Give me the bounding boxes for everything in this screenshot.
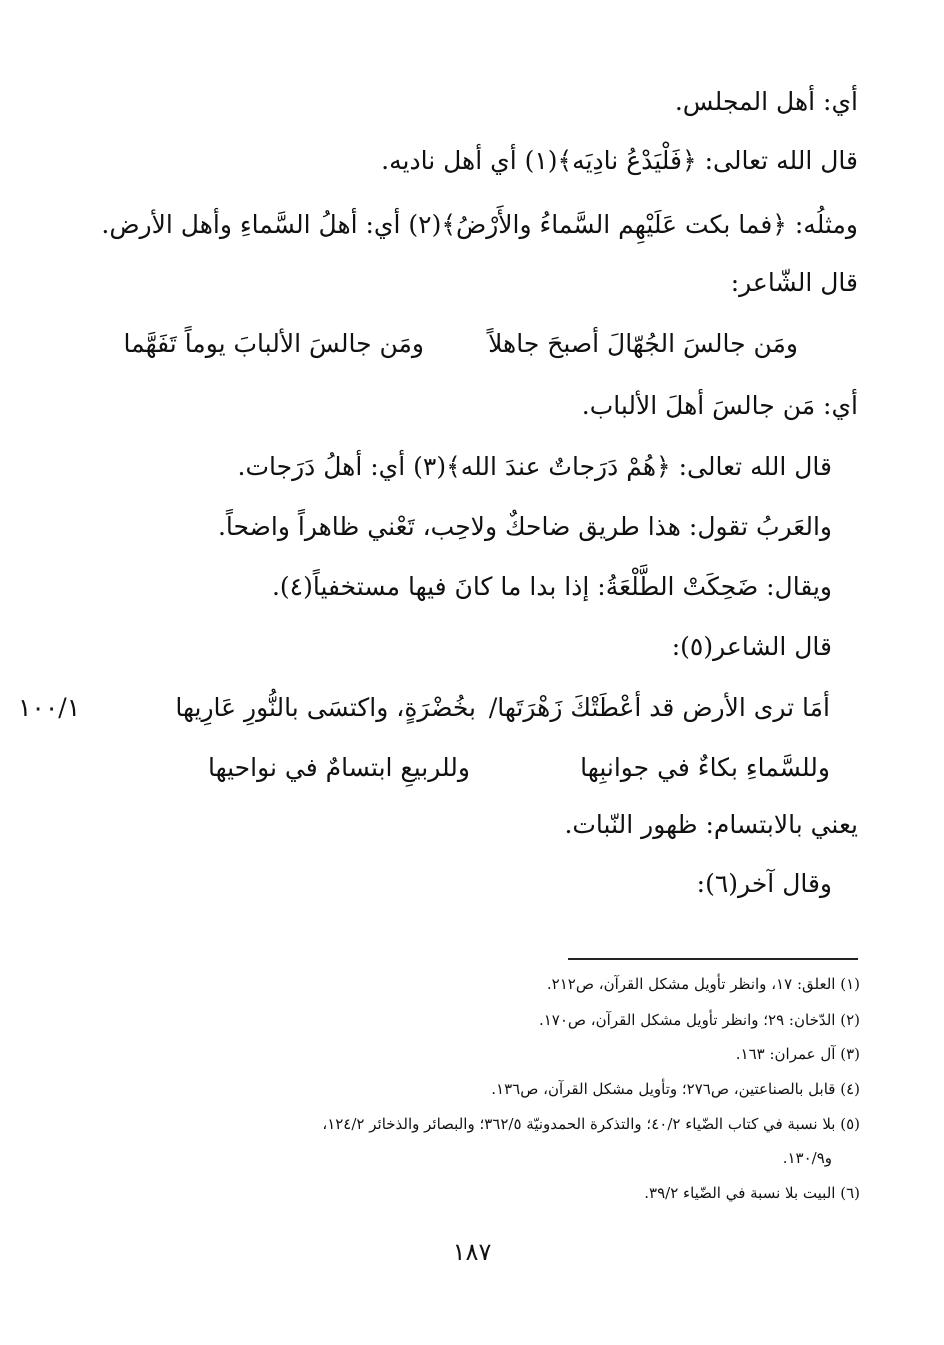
- footnote: (١) العلق: ١٧، وانظر تأويل مشكل القرآن، ص٢١٢.: [546, 975, 860, 993]
- text-line: يعني بالابتسام: ظهور النّبات.: [564, 810, 858, 839]
- footnote: (٦) البيت بلا نسبة في الضّياء ٣٩/٢.: [644, 1184, 860, 1202]
- verse-hemistich-right: ومَن جالسَ الجُهّالَ أصبحَ جاهلاً: [488, 329, 798, 358]
- verse-hemistich-left: وللربيعِ ابتسامٌ في نواحيها: [208, 753, 470, 782]
- verse-hemistich-right: وللسَّماءِ بكاءٌ في جوانبِها: [580, 753, 830, 782]
- text-line: وقال آخر(٦):: [696, 869, 832, 898]
- verse-hemistich-left: ومَن جالسَ الألبابَ يوماً تَفَهَّما: [123, 329, 424, 358]
- text-line: أي: مَن جالسَ أهلَ الألباب.: [581, 391, 858, 420]
- text-line: قال الشاعر(٥):: [671, 632, 832, 661]
- footnote: (٤) قابل بالصناعتين، ص٢٧٦؛ وتأويل مشكل القرآن، ص١٣٦.: [491, 1080, 860, 1098]
- text-line: قال الله تعالى: ﴿هُمْ دَرَجاتٌ عندَ الله﴾(٣) أي: أهلُ دَرَجات.: [237, 452, 832, 481]
- footnote-separator: [568, 958, 858, 960]
- text-line: ويقال: ضَحِكَتْ الطَّلْعَةُ: إذا بدا ما كانَ فيها مستخفياً(٤).: [271, 572, 832, 601]
- margin-reference: ١٠٠/١: [18, 693, 81, 722]
- verse-hemistich-right: أمَا ترى الأرض قد أعْطَتْكَ زَهْرَتَها/: [488, 693, 830, 722]
- footnote-continuation: و١٣٠/٩.: [782, 1149, 832, 1167]
- footnote: (٥) بلا نسبة في كتاب الضّياء ٤٠/٢؛ والتذكرة الحمدونيّة ٣٦٢/٥؛ والبصائر والذخائر ١٢٤/٢،: [322, 1115, 860, 1133]
- verse-hemistich-left: بخُضْرَةٍ، واكتسَى بالنُّورِ عَارِيها: [175, 693, 476, 722]
- page-number: ١٨٧: [452, 1238, 492, 1266]
- footnote: (٢) الدّخان: ٢٩؛ وانظر تأويل مشكل القرآن، ص١٧٠.: [538, 1011, 860, 1029]
- text-line: قال الشّاعر:: [730, 268, 858, 297]
- footnote: (٣) آل عمران: ١٦٣.: [735, 1045, 860, 1063]
- text-line: قال الله تعالى: ﴿فَلْيَدْعُ نادِيَه﴾(١) أي أهل ناديه.: [381, 146, 858, 175]
- text-line: أي: أهل المجلس.: [674, 87, 858, 116]
- text-line: والعَربُ تقول: هذا طريق ضاحكٌ ولاحِب، تَعْني ظاهراً واضحاً.: [217, 512, 832, 541]
- text-line: ومثلُه: ﴿فما بكت عَلَيْهِم السَّماءُ والأَرْضُ﴾(٢) أي: أهلُ السَّماءِ وأهل الأرض.: [101, 210, 858, 239]
